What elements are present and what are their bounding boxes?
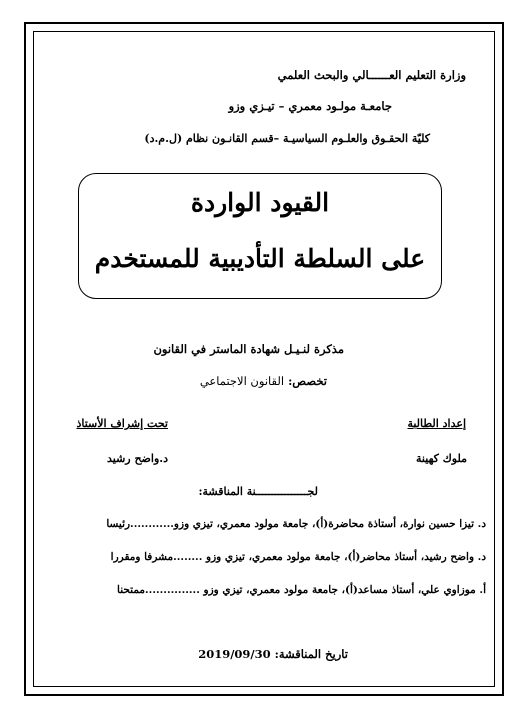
student-name: ملوك كهينة (416, 452, 467, 465)
title-box (78, 173, 442, 299)
supervisor-name: د.واضح رشيد (107, 452, 168, 465)
defense-date-value: 2019/09/30 (198, 647, 271, 661)
defense-date-label: تاريخ المناقشة: (274, 647, 348, 661)
supervised-by-label: تحت إشراف الأستاذ (76, 417, 168, 430)
specialty-value: القانون الاجتماعي (199, 374, 285, 388)
jury-member: د. تيزا حسين نوارة، أستاذة محاضرة(أ)، جامعة مولود معمري، تيزي وزو............رئيسا (106, 518, 486, 530)
specialty (200, 374, 327, 388)
ministry-name: وزارة التعليم العــــــالي والبحث العلمي (277, 68, 466, 82)
defense-date (198, 647, 348, 661)
university-name: جامعـة مولـود معمري – تيـزي وزو (228, 99, 392, 113)
specialty-label: تخصص: (288, 374, 327, 388)
jury-title: لجــــــــــــــــنة المناقشة: (198, 485, 318, 498)
thesis-title-line-1: القيود الواردة (190, 188, 330, 217)
jury-member: د. واضح رشيد، أستاذ محاضر(أ)، جامعة مولود معمري، تيزي وزو ........مشرفا ومقررا (110, 551, 486, 563)
prepared-by-label: إعداد الطالبة (407, 417, 466, 430)
jury-member: أ. موزاوي علي، أستاذ مساعد(أ)، جامعة مولود معمري، تيزي وزو ...............ممتحنا (117, 584, 486, 596)
memo-purpose: مذكرة لنـيـل شهادة الماستر في القانون (153, 342, 344, 356)
thesis-title-line-2: على السلطة التأديبية للمستخدم (94, 244, 426, 273)
faculty-name: كليّة الحقـوق والعلـوم السياسيـة –قسم القانـون نظام (ل.م.د) (144, 132, 430, 145)
